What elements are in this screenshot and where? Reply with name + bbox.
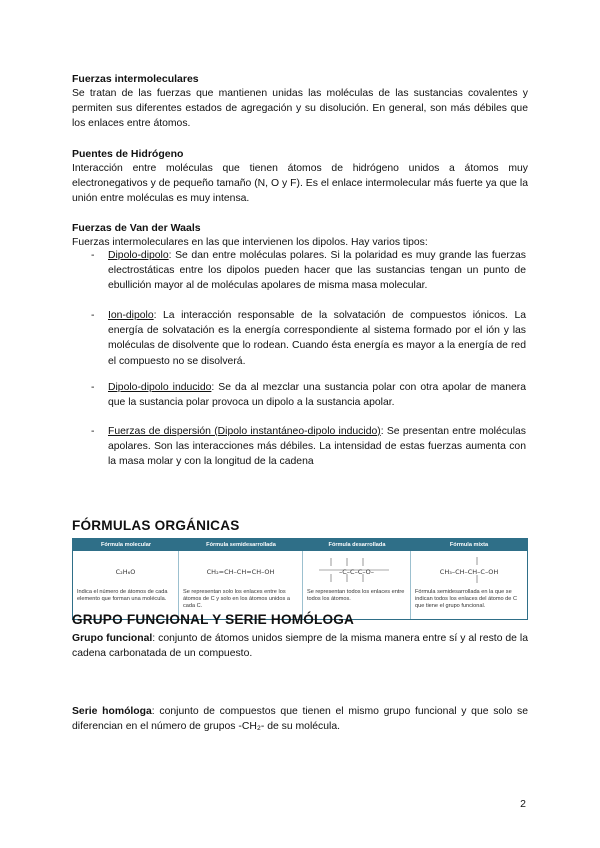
desc-mixta: Fórmula semidesarrollada en la que se indican todos los enlaces del átomo de C que tiene el grupo funcional. <box>415 589 517 610</box>
desc-desarrollada: Se representan todos los enlaces entre todos los átomos. <box>307 589 405 603</box>
formula-cell-desarrollada <box>303 551 411 619</box>
intermolecular-heading: Fuerzas intermoleculares <box>72 73 199 85</box>
vdw-intro: Fuerzas intermoleculares en las que intervienen los dipolos. Hay varios tipos: <box>72 237 428 248</box>
header-mixta: Fórmula mixta <box>449 542 489 548</box>
header-desarrollada: Fórmula desarrollada <box>328 542 386 548</box>
formula-molecular: C₂H₆O <box>115 568 136 576</box>
list-item-dipolo-inducido <box>108 380 526 410</box>
functional-group-text: : conjunto de átomos unidos siempre de la misma manera entre sí y al resto de la cadena carbonatada de un compuesto. <box>72 633 528 660</box>
definition: : Se presentan entre moléculas apolares. Son las interacciones más débiles. La intensidad de estas fuerzas aumenta con la masa molar y con la longitud de la cadena <box>108 426 526 468</box>
header-molecular: Fórmula molecular <box>100 542 152 548</box>
definition: : La interacción responsable de la solvatación de compuestos iónicos. La energía de solvatación es la energía correspondiente al sistema formado por el ión y las moléculas de disolvente que lo rodean. Cuando ésta energía es mayor a la energía de red el compuesto no se disolverá. <box>108 310 526 367</box>
formula-cell-semidesarrollada <box>179 551 303 619</box>
homologous-series-term: Serie homóloga <box>72 706 152 717</box>
definition: : Se da al mezclar una sustancia polar con otra apolar de manera que la sustancia polar provoca un dipolo a la sustancia apolar. <box>108 382 526 409</box>
page-number: 2 <box>520 798 526 810</box>
functional-heading: GRUPO FUNCIONAL Y SERIE HOMÓLOGA <box>72 612 355 627</box>
desc-molecular: Indica el número de átomos de cada elemento que forman una molécula. <box>77 589 168 603</box>
header-semidesarrollada: Fórmula semidesarrollada <box>206 542 276 548</box>
homologous-series-paragraph <box>72 704 528 734</box>
formulas-table <box>72 538 528 620</box>
hydrogen-paragraph: Interacción entre moléculas que tienen átomos de hidrógeno unidos a átomos muy electronegativos y de pequeño tamaño (N, O y F). Es el enlace intermolecular más fuerte ya que la unión entre moléculas es muy intensa. <box>72 163 528 205</box>
formula-cell-mixta <box>411 551 527 619</box>
list-bullet: - <box>91 250 95 261</box>
formulas-table-header <box>73 539 527 551</box>
definition: : Se dan entre moléculas polares. Si la polaridad es muy grande las fuerzas electrostáticas entre los dipolos pueden hacer que las sustancias tengan un punto de ebullición mayor al de moléculas apolares de misma masa molecular. <box>108 250 526 292</box>
list-item-ion-dipolo <box>108 308 526 369</box>
intermolecular-paragraph: Se tratan de las fuerzas que mantienen unidas las moléculas de las sustancias covalentes y permiten sus diferentes estados de agregación y su disolución. En general, son más débiles que los enlaces entre átomos. <box>72 88 528 130</box>
desc-semidesarrollada: Se representan solo los enlaces entre los átomos de C y solo en los átomos unidos a cada C. <box>183 589 290 610</box>
formula-mixta: CH₃–CH–CH–C–OH <box>439 568 499 576</box>
vdw-heading: Fuerzas de Van der Waals <box>72 222 201 234</box>
term: Dipolo-dipolo inducido <box>108 382 212 393</box>
term: Fuerzas de dispersión (Dipolo instantáneo-dipolo inducido) <box>108 426 381 437</box>
formula-desarrollada: –C–C–C–O– <box>339 568 374 576</box>
list-item-dispersion <box>108 424 526 470</box>
homologous-series-text: : conjunto de compuestos que tienen el mismo grupo funcional y que solo se diferencian en el número de grupos -CH₂- de su molécula. <box>72 706 528 733</box>
list-bullet: - <box>91 382 95 393</box>
formula-semidesarrollada: CH₂=CH–CH=CH–OH <box>206 568 275 576</box>
list-bullet: - <box>91 310 95 321</box>
hydrogen-heading: Puentes de Hidrógeno <box>72 148 184 160</box>
functional-group-paragraph <box>72 631 528 661</box>
term: Dipolo-dipolo <box>108 250 169 261</box>
term: Ion-dipolo <box>108 310 154 321</box>
formula-cell-molecular <box>73 551 179 619</box>
functional-group-term: Grupo funcional <box>72 633 153 644</box>
list-bullet: - <box>91 426 95 437</box>
organic-heading: FÓRMULAS ORGÁNICAS <box>72 518 240 533</box>
list-item-dipolo-dipolo <box>108 248 526 294</box>
